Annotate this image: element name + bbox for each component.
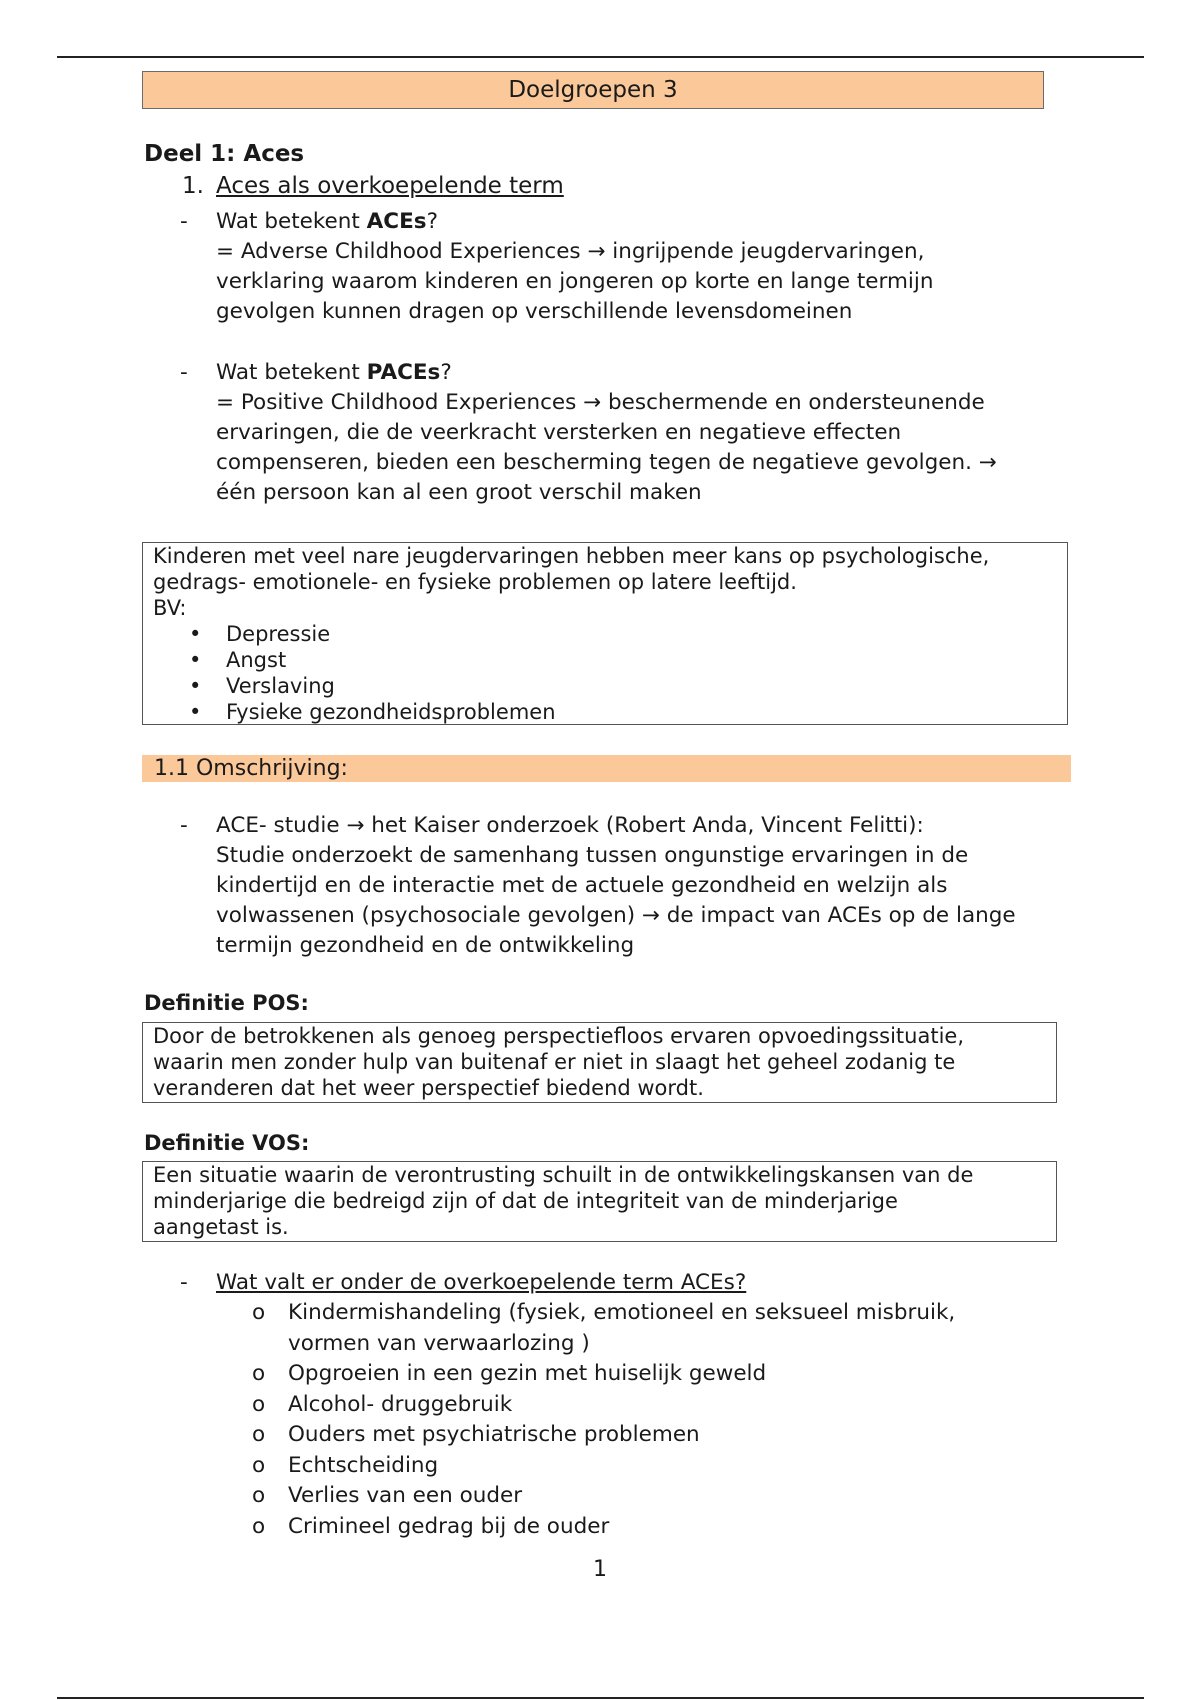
list-item: o Ouders met psychiatrische problemen <box>250 1420 955 1451</box>
ace-study-line: ACE- studie → het Kaiser onderzoek (Robert Anda, Vincent Felitti): <box>216 813 924 838</box>
aces-term: ACEs <box>366 209 427 234</box>
circle-bullet: o <box>252 1361 266 1386</box>
pos-definition-box <box>142 1022 1057 1103</box>
list-item: o Crimineel gedrag bij de ouder <box>250 1512 955 1543</box>
circle-bullet: o <box>252 1300 266 1325</box>
circle-bullet: o <box>252 1391 266 1417</box>
aces-answer-line: verklaring waarom kinderen en jongeren op korte en lange termijn <box>216 269 934 294</box>
aces-question: Wat betekent ACEs? <box>216 209 438 234</box>
list-item: o Opgroeien in een gezin met huiselijk geweld <box>250 1359 955 1390</box>
dash-marker: - <box>180 360 188 385</box>
bottom-rule <box>57 1697 1144 1699</box>
aces-list-heading: Wat valt er onder de overkoepelende term ACEs? <box>216 1270 747 1295</box>
vos-line: aangetast is. <box>153 1215 289 1239</box>
circle-bullet: o <box>252 1483 266 1508</box>
page-number: 1 <box>593 1557 607 1582</box>
list-item: o Echtscheiding <box>250 1451 955 1482</box>
numbered-heading <box>182 173 564 199</box>
list-item: o Kindermishandeling (fysiek, emotioneel en seksueel misbruik, vormen van verwaarlozing ) <box>252 1300 956 1356</box>
vos-line: minderjarige die bedreigd zijn of dat de integriteit van de minderjarige <box>153 1189 898 1213</box>
circle-bullet: o <box>252 1452 266 1478</box>
bullet-marker: • <box>189 648 202 672</box>
dash-marker: - <box>180 1270 188 1295</box>
list-item: • Fysieke gezondheidsproblemen <box>189 700 556 724</box>
aces-sublist <box>250 1298 955 1542</box>
ace-study-line: termijn gezondheid en de ontwikkeling <box>216 933 635 958</box>
document-title: Doelgroepen 3 <box>142 71 1044 109</box>
ace-study-line: kindertijd en de interactie met de actuele gezondheid en welzijn als <box>216 873 948 898</box>
pos-heading: Definitie POS: <box>144 991 309 1015</box>
circle-bullet: o <box>252 1422 266 1447</box>
paces-question: Wat betekent PACEs? <box>216 360 452 385</box>
list-item: • Verslaving <box>189 674 335 698</box>
info-line: gedrags- emotionele- en fysieke problemen op latere leeftijd. <box>153 570 797 594</box>
pos-line: Door de betrokkenen als genoeg perspectiefloos ervaren opvoedingssituatie, <box>153 1024 965 1048</box>
vos-heading: Definitie VOS: <box>144 1131 310 1155</box>
list-item: o Verlies van een ouder <box>250 1481 955 1512</box>
info-box <box>142 542 1068 725</box>
info-line: Kinderen met veel nare jeugdervaringen hebben meer kans op psychologische, <box>153 544 990 568</box>
aces-answer-line: gevolgen kunnen dragen op verschillende levensdomeinen <box>216 299 853 324</box>
heading-number: 1. <box>182 173 204 199</box>
paces-term: PACEs <box>366 360 441 385</box>
dash-marker: - <box>180 209 188 234</box>
bullet-marker: • <box>189 674 202 698</box>
paces-answer-line: compenseren, bieden een bescherming tegen de negatieve gevolgen. → <box>216 450 997 475</box>
paces-answer-line: één persoon kan al een groot verschil maken <box>216 480 702 505</box>
part-heading: Deel 1: Aces <box>144 141 305 167</box>
ace-study-line: Studie onderzoekt de samenhang tussen ongunstige ervaringen in de <box>216 843 969 868</box>
list-item: • Depressie <box>189 622 331 646</box>
list-item: • Angst <box>189 648 287 672</box>
aces-answer-line: = Adverse Childhood Experiences → ingrijpende jeugdervaringen, <box>216 239 925 264</box>
circle-bullet: o <box>252 1513 266 1539</box>
bullet-marker: • <box>189 622 202 646</box>
dash-marker: - <box>180 813 188 838</box>
vos-definition-box <box>142 1161 1057 1242</box>
pos-line: veranderen dat het weer perspectief biedend wordt. <box>153 1076 704 1100</box>
top-rule <box>57 56 1144 58</box>
heading-text: Aces als overkoepelende term <box>216 173 564 199</box>
vos-line: Een situatie waarin de verontrusting schuilt in de ontwikkelingskansen van de <box>153 1163 974 1187</box>
pos-line: waarin men zonder hulp van buitenaf er niet in slaagt het geheel zodanig te <box>153 1050 956 1074</box>
bullet-marker: • <box>189 700 202 724</box>
ace-study-line: volwassenen (psychosociale gevolgen) → de impact van ACEs op de lange <box>216 903 1016 928</box>
paces-answer-line: ervaringen, die de veerkracht versterken en negatieve effecten <box>216 420 902 445</box>
paces-answer-line: = Positive Childhood Experiences → beschermende en ondersteunende <box>216 390 985 415</box>
list-item: o Alcohol- druggebruik <box>250 1390 955 1421</box>
section-heading: 1.1 Omschrijving: <box>142 755 1071 782</box>
info-line: BV: <box>153 596 187 620</box>
